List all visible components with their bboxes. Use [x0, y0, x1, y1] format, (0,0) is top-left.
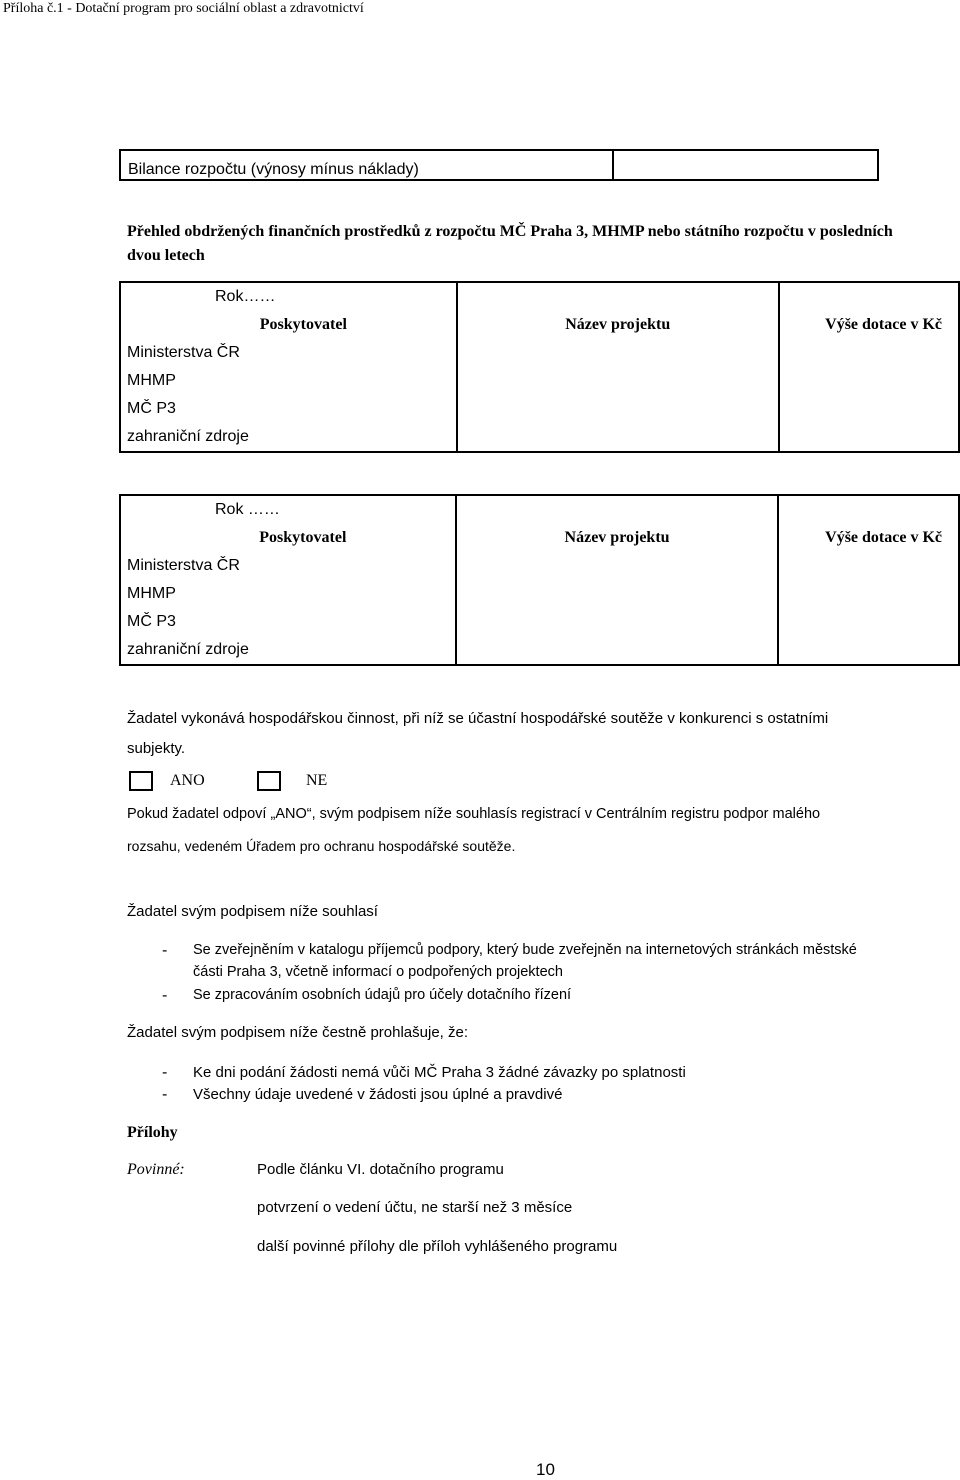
column-header-provider: Poskytovatel: [120, 311, 457, 339]
budget-balance-divider: [612, 151, 614, 179]
provider-label: MHMP: [120, 580, 456, 608]
column-header-provider: Poskytovatel: [120, 524, 456, 552]
project-name-cell[interactable]: [456, 552, 779, 580]
agreement-item: Se zpracováním osobních údajů pro účely dotačního řízení: [193, 987, 572, 1003]
provider-label: zahraniční zdroje: [120, 636, 456, 665]
provider-label: Ministerstva ČR: [120, 339, 457, 367]
project-name-cell[interactable]: [457, 339, 779, 367]
amount-cell[interactable]: [778, 608, 959, 636]
year-value-cell[interactable]: [456, 495, 779, 524]
attachment-item: potvrzení o vedení účtu, ne starší než 3 měsíce: [257, 1199, 573, 1216]
declaration-item: Všechny údaje uvedené v žádosti jsou úplné a pravdivé: [193, 1086, 563, 1103]
year-value-cell[interactable]: [457, 282, 779, 311]
grants-overview-title: Přehled obdržených finančních prostředků z rozpočtu MČ Praha 3, MHMP nebo státního rozpočtu v posledních dvou letech: [127, 223, 893, 264]
provider-label: MČ P3: [120, 608, 456, 636]
year-label: Rok ……: [120, 495, 456, 524]
declaration-title: Žadatel svým podpisem níže čestně prohlašuje, že:: [127, 1024, 469, 1041]
yes-checkbox[interactable]: [129, 771, 153, 791]
yes-label: ANO: [170, 772, 205, 789]
amount-cell[interactable]: [779, 395, 959, 423]
agreement-item-continued: části Praha 3, včetně informací o podpořených projektech: [193, 964, 563, 980]
consent-line2: rozsahu, vedeném Úřadem pro ochranu hospodářské soutěže.: [127, 838, 516, 854]
amount-cell[interactable]: [779, 367, 959, 395]
year-label: Rok……: [120, 282, 457, 311]
document-header: Příloha č.1 - Dotační program pro sociální oblast a zdravotnictví: [3, 1, 364, 16]
budget-balance-box: [119, 149, 879, 181]
agreement-title: Žadatel svým podpisem níže souhlasí: [127, 903, 378, 920]
amount-cell[interactable]: [779, 423, 959, 452]
provider-label: MČ P3: [120, 395, 457, 423]
competition-statement-line1: Žadatel vykonává hospodářskou činnost, při níž se účastní hospodářské soutěže v konkurenci s ostatními: [127, 710, 829, 727]
project-name-cell[interactable]: [456, 580, 779, 608]
project-name-cell[interactable]: [457, 423, 779, 452]
year-extra-cell[interactable]: [779, 282, 959, 311]
no-checkbox[interactable]: [257, 771, 281, 791]
column-header-amount: Výše dotace v Kč: [778, 524, 959, 552]
attachment-item: Podle článku VI. dotačního programu: [257, 1161, 504, 1178]
project-name-cell[interactable]: [457, 395, 779, 423]
no-label: NE: [306, 772, 328, 789]
list-bullet: -: [162, 942, 168, 959]
grant-table-2: [119, 494, 960, 666]
project-name-cell[interactable]: [457, 367, 779, 395]
column-header-project: Název projektu: [457, 311, 779, 339]
amount-cell[interactable]: [778, 636, 959, 665]
project-name-cell[interactable]: [456, 608, 779, 636]
provider-label: MHMP: [120, 367, 457, 395]
declaration-item: Ke dni podání žádosti nemá vůči MČ Praha 3 žádné závazky po splatnosti: [193, 1064, 686, 1081]
attachments-required-label: Povinné:: [127, 1161, 185, 1178]
budget-balance-label: Bilance rozpočtu (výnosy mínus náklady): [128, 161, 419, 178]
project-name-cell[interactable]: [456, 636, 779, 665]
attachment-item: další povinné přílohy dle příloh vyhlášeného programu: [257, 1238, 618, 1255]
amount-cell[interactable]: [779, 339, 959, 367]
attachments-title: Přílohy: [127, 1124, 178, 1141]
provider-label: Ministerstva ČR: [120, 552, 456, 580]
page-number: 10: [536, 1460, 555, 1479]
list-bullet: -: [162, 1064, 168, 1081]
agreement-item: Se zveřejněním v katalogu příjemců podpory, který bude zveřejněn na internetových stránkách městské: [193, 942, 857, 958]
year-extra-cell[interactable]: [778, 495, 959, 524]
column-header-project: Název projektu: [456, 524, 779, 552]
consent-line1: Pokud žadatel odpoví „ANO“, svým podpisem níže souhlasís registrací v Centrálním registru podpor malého: [127, 806, 821, 822]
competition-statement-line2: subjekty.: [127, 740, 186, 757]
grant-table-1: [119, 281, 960, 453]
list-bullet: -: [162, 987, 168, 1004]
column-header-amount: Výše dotace v Kč: [779, 311, 959, 339]
amount-cell[interactable]: [778, 552, 959, 580]
amount-cell[interactable]: [778, 580, 959, 608]
list-bullet: -: [162, 1086, 168, 1103]
provider-label: zahraniční zdroje: [120, 423, 457, 452]
